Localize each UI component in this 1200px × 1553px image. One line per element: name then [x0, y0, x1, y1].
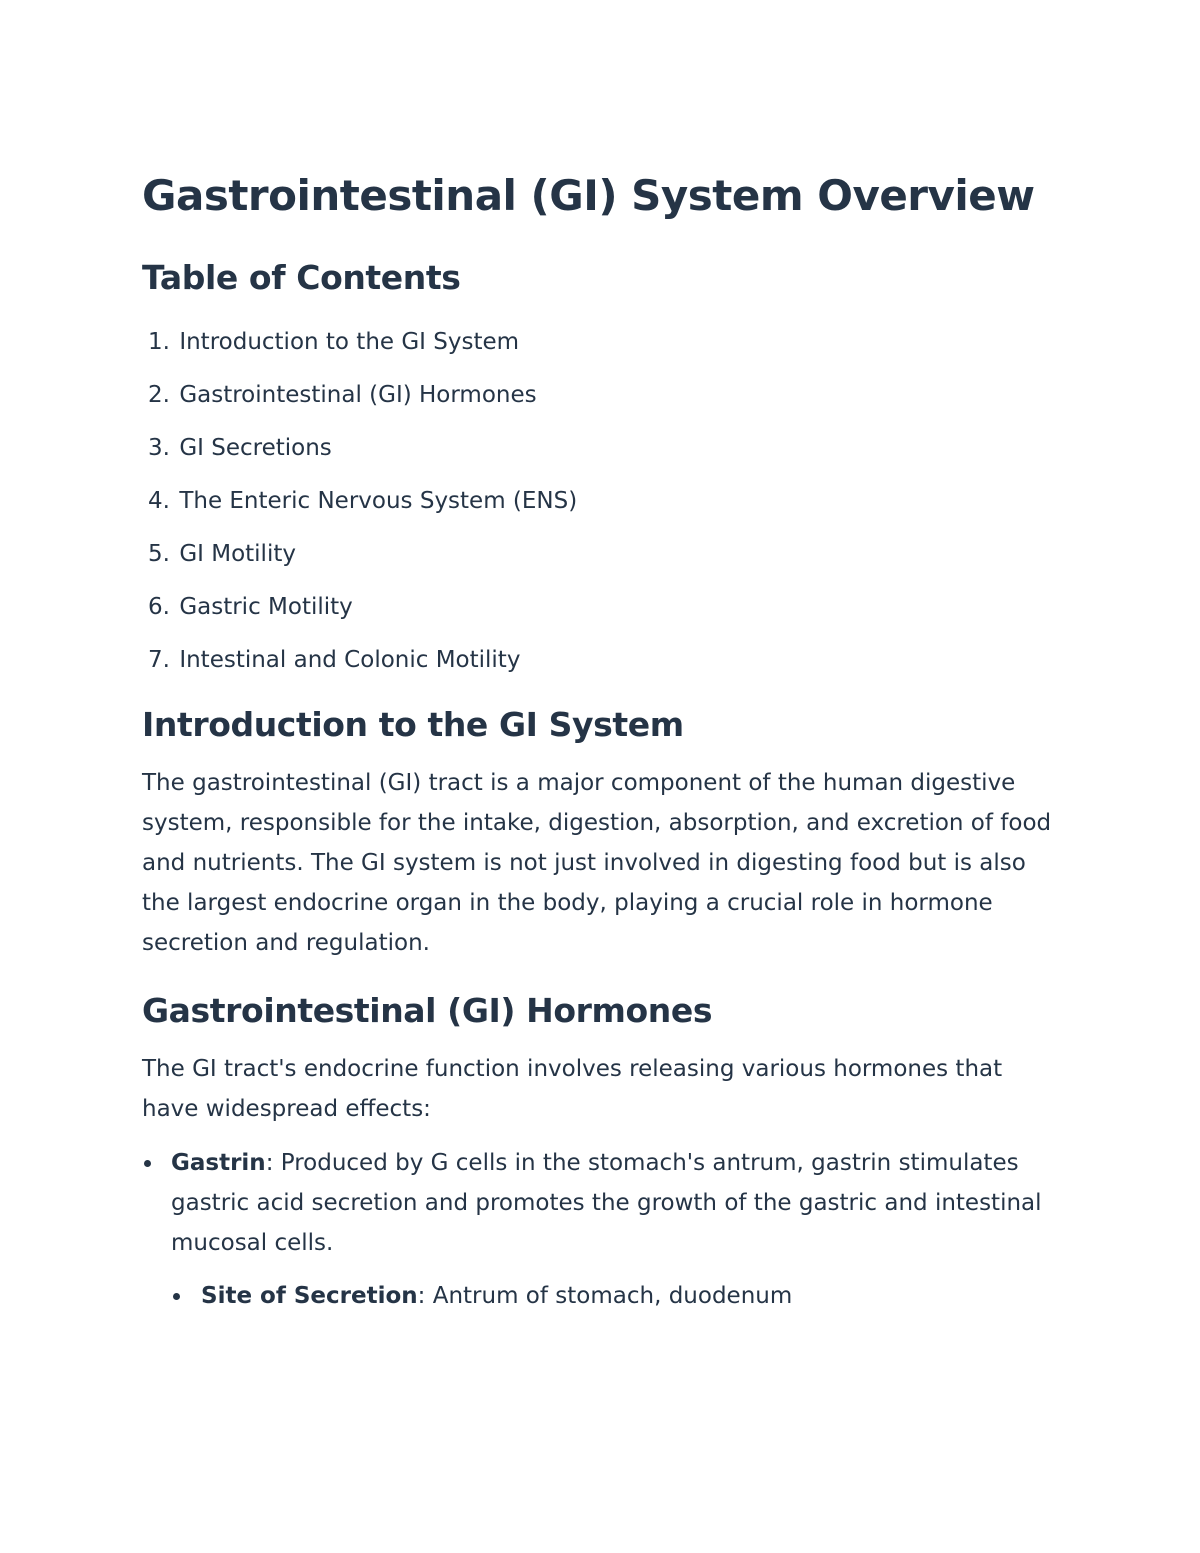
hormones-list: [142, 1143, 1062, 1316]
toc-item-number: 4.: [148, 488, 170, 514]
toc-item-label: Introduction to the GI System: [179, 329, 520, 355]
term-gastrin: Gastrin: [171, 1150, 266, 1176]
description-site-of-secretion: : Antrum of stomach, duodenum: [417, 1283, 793, 1309]
list-item-site-of-secretion: [171, 1276, 1062, 1316]
toc-item-label: Gastrointestinal (GI) Hormones: [179, 382, 537, 408]
toc-item-label: GI Motility: [179, 541, 296, 567]
toc-item-gi-hormones[interactable]: [142, 369, 1062, 422]
bullet-icon: [144, 1160, 151, 1167]
toc-item-gi-secretions[interactable]: [142, 422, 1062, 475]
hormones-paragraph: The GI tract's endocrine function involves releasing various hormones that have widespread effects:: [142, 1056, 1003, 1122]
toc-item-number: 2.: [148, 382, 170, 408]
document-page: [142, 168, 1062, 1316]
toc-item-enteric-nervous-system[interactable]: [142, 475, 1062, 528]
bullet-icon: [173, 1293, 180, 1300]
toc-item-gi-motility[interactable]: [142, 528, 1062, 581]
term-site-of-secretion: Site of Secretion: [201, 1283, 418, 1309]
toc-item-number: 1.: [148, 329, 170, 355]
toc-item-label: GI Secretions: [179, 435, 332, 461]
toc-item-intestinal-colonic-motility[interactable]: [142, 634, 1062, 687]
table-of-contents: [142, 316, 1062, 687]
toc-item-label: The Enteric Nervous System (ENS): [179, 488, 578, 514]
hormones-heading: Gastrointestinal (GI) Hormones: [142, 991, 713, 1030]
gastrin-sub-list: [171, 1276, 1062, 1316]
toc-item-number: 7.: [148, 647, 170, 673]
toc-item-introduction[interactable]: [142, 316, 1062, 369]
description-gastrin: : Produced by G cells in the stomach's antrum, gastrin stimulates gastric acid secretion and promotes the growth of the gastric and intestinal mucosal cells.: [171, 1150, 1042, 1256]
list-item-gastrin: [142, 1143, 1062, 1316]
toc-item-label: Intestinal and Colonic Motility: [179, 647, 521, 673]
toc-item-gastric-motility[interactable]: [142, 581, 1062, 634]
toc-item-label: Gastric Motility: [179, 594, 353, 620]
toc-item-number: 3.: [148, 435, 170, 461]
intro-paragraph: The gastrointestinal (GI) tract is a major component of the human digestive system, responsible for the intake, digestion, absorption, and excretion of food and nutrients. The GI system is not just involved in digesting food but is also the largest endocrine organ in the body, playing a crucial role in hormone secretion and regulation.: [142, 770, 1052, 956]
intro-heading: Introduction to the GI System: [142, 705, 684, 744]
toc-item-number: 5.: [148, 541, 170, 567]
toc-heading: Table of Contents: [142, 258, 461, 297]
toc-item-number: 6.: [148, 594, 170, 620]
page-title: Gastrointestinal (GI) System Overview: [142, 171, 1035, 220]
